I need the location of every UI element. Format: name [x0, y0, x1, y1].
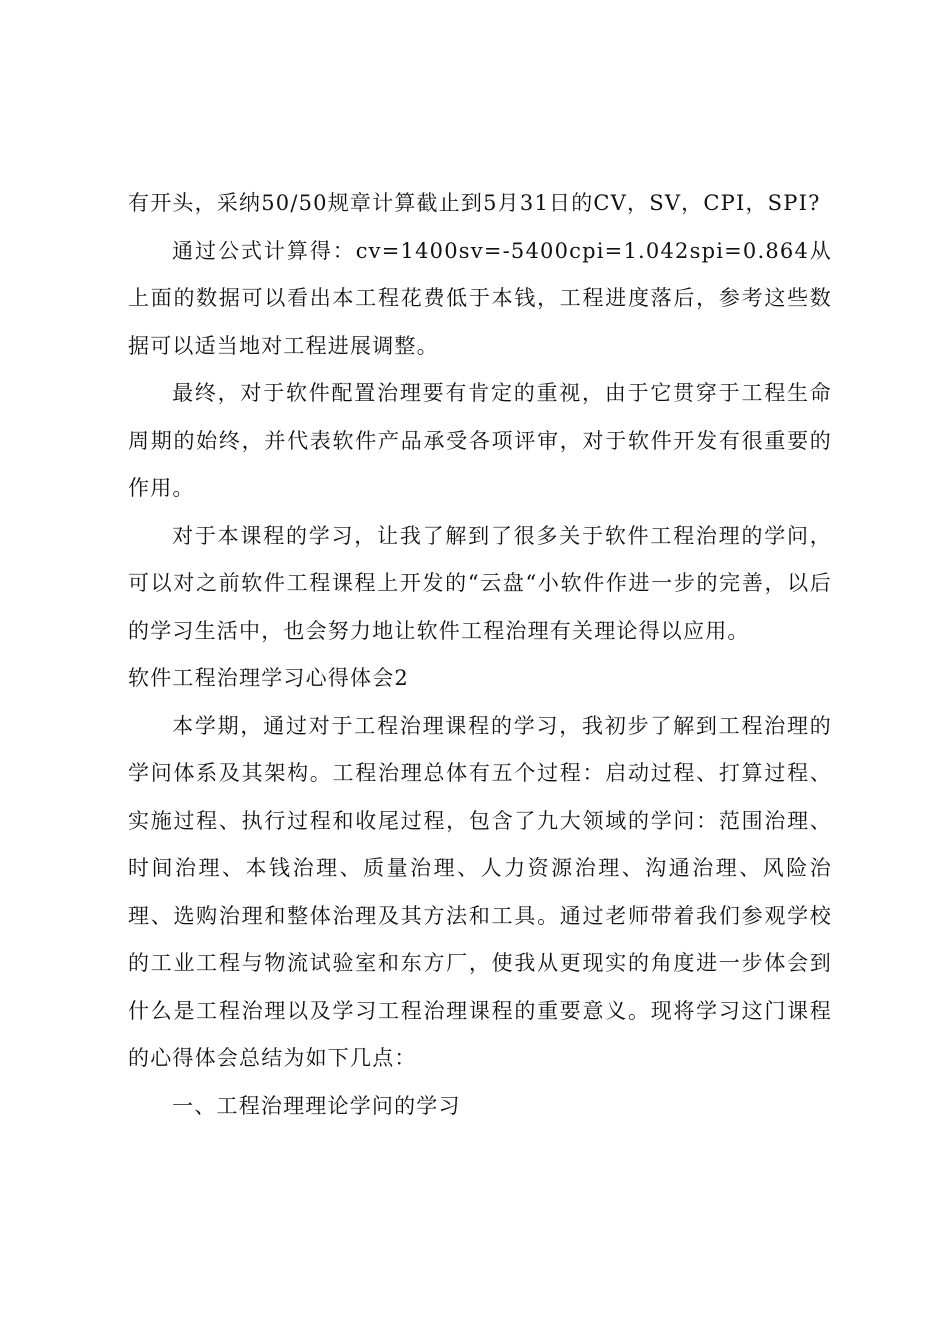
subsection-heading: 一、工程治理理论学问的学习 — [172, 1093, 461, 1118]
paragraph-continuation: 有开头，采纳50/50规章计算截止到5月31日的CV，SV，CPI，SPI? — [128, 191, 821, 215]
section-title: 软件工程治理学习心得体会2 — [128, 666, 409, 690]
paragraph-semester-intro: 本学期，通过对于工程治理课程的学习，我初步了解到工程治理的学问体系及其架构。工程治理总体有五个过程：启动过程、打算过程、实施过程、执行过程和收尾过程，包含了九大领域的学问：范围治理、时间治理、本钱治理、质量治理、人力资源治理、沟通治理、风险治理、选购治理和整体治理及其方法和工具。通过老师带着我们参观学校的工业工程与物流试验室和东方厂，使我从更现实的角度进一步体会到什么是工程治理以及学习工程治理课程的重要意义。现将学习这门课程的心得体会总结为如下几点： — [128, 713, 832, 1070]
document-body — [128, 180, 832, 1130]
paragraph-course-summary: 对于本课程的学习，让我了解到了很多关于软件工程治理的学问，可以对之前软件工程课程上开发的“云盘“小软件作进一步的完善，以后的学习生活中，也会努力地让软件工程治理有关理论得以应用。 — [128, 523, 832, 643]
paragraph-calculation: 通过公式计算得：cv=1400sv=-5400cpi=1.042spi=0.864从上面的数据可以看出本工程花费低于本钱，工程进度落后，参考这些数据可以适当地对工程进展调整。 — [128, 238, 832, 358]
paragraph-configuration: 最终，对于软件配置治理要有肯定的重视，由于它贯穿于工程生命周期的始终，并代表软件产品承受各项评审，对于软件开发有很重要的作用。 — [128, 381, 832, 500]
